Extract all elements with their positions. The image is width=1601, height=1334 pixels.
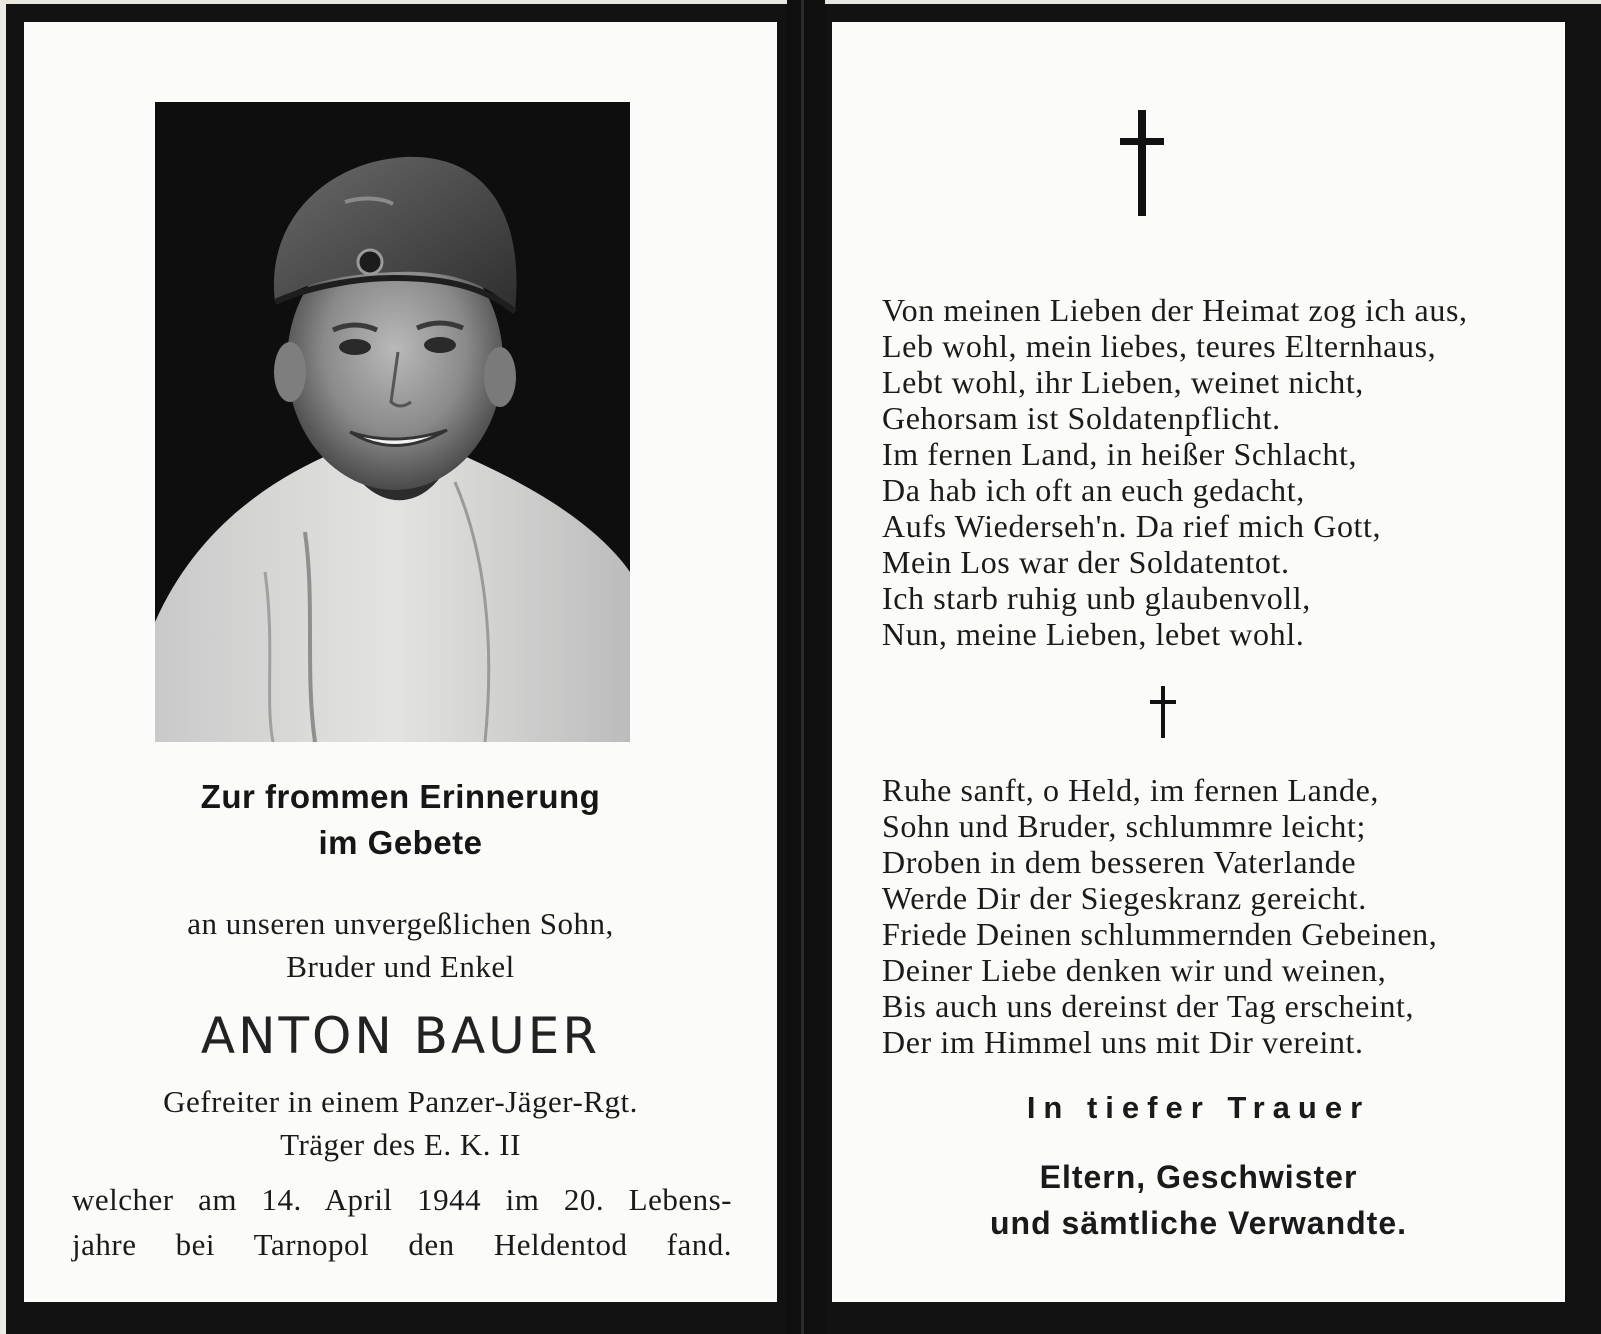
mourners-line-2: und sämtliche Verwandte.	[990, 1205, 1407, 1241]
rank-line-2: Träger des E. K. II	[280, 1127, 521, 1162]
poem-line: Sohn und Bruder, schlummre leicht;	[882, 808, 1366, 844]
card-fold	[787, 0, 825, 1334]
latin-cross-icon	[1150, 686, 1176, 738]
death-line-2: jahre bei Tarnopol den Heldentod fand.	[72, 1227, 732, 1262]
deceased-name: ANTON BAUER	[200, 1007, 601, 1065]
heading-line-1: Zur frommen Erinnerung	[200, 778, 601, 815]
poem-line: Ruhe sanft, o Held, im fernen Lande,	[882, 772, 1380, 808]
dedication-line-2: Bruder und Enkel	[286, 949, 515, 984]
poem-line: Im fernen Land, in heißer Schlacht,	[882, 436, 1358, 472]
poem-line: Leb wohl, mein liebes, teures Elternhaus,	[882, 328, 1437, 364]
soldier-portrait-photo	[155, 102, 630, 742]
poem-farewell	[882, 292, 1522, 652]
poem-rest	[882, 772, 1522, 1060]
mourning-heading: In tiefer Trauer	[1026, 1090, 1371, 1125]
heading-line-2: im Gebete	[318, 824, 483, 861]
poem-line: Der im Himmel uns mit Dir vereint.	[882, 1024, 1364, 1060]
poem-line: Von meinen Lieben der Heimat zog ich aus,	[882, 292, 1468, 328]
mourners-line-1: Eltern, Geschwister	[1039, 1159, 1358, 1195]
poem-line: Deiner Liebe denken wir und weinen,	[882, 952, 1387, 988]
dedication-line-1: an unseren unvergeßlichen Sohn,	[187, 906, 614, 941]
memorial-card-back	[832, 22, 1565, 1302]
poem-line: Friede Deinen schlummernden Gebeinen,	[882, 916, 1438, 952]
poem-line: Ich starb ruhig unb glaubenvoll,	[882, 580, 1311, 616]
poem-line: Nun, meine Lieben, lebet wohl.	[882, 616, 1305, 652]
poem-line: Bis auch uns dereinst der Tag erscheint,	[882, 988, 1415, 1024]
rank-text	[24, 1080, 777, 1166]
mourners-list	[832, 1154, 1565, 1246]
poem-line: Mein Los war der Soldatentot.	[882, 544, 1290, 580]
death-line-1: welcher am 14. April 1944 im 20. Lebens-	[72, 1182, 732, 1217]
dedication-text	[24, 902, 777, 988]
latin-cross-icon	[1120, 110, 1164, 216]
death-details	[72, 1177, 732, 1267]
poem-line: Droben in dem besseren Vaterlande	[882, 844, 1357, 880]
memorial-heading	[24, 774, 777, 866]
poem-line: Da hab ich oft an euch gedacht,	[882, 472, 1305, 508]
poem-line: Aufs Wiederseh'n. Da rief mich Gott,	[882, 508, 1382, 544]
poem-line: Lebt wohl, ihr Lieben, weinet nicht,	[882, 364, 1364, 400]
poem-line: Werde Dir der Siegeskranz gereicht.	[882, 880, 1367, 916]
poem-line: Gehorsam ist Soldatenpflicht.	[882, 400, 1281, 436]
memorial-card-front	[24, 22, 777, 1302]
rank-line-1: Gefreiter in einem Panzer-Jäger-Rgt.	[163, 1084, 638, 1119]
